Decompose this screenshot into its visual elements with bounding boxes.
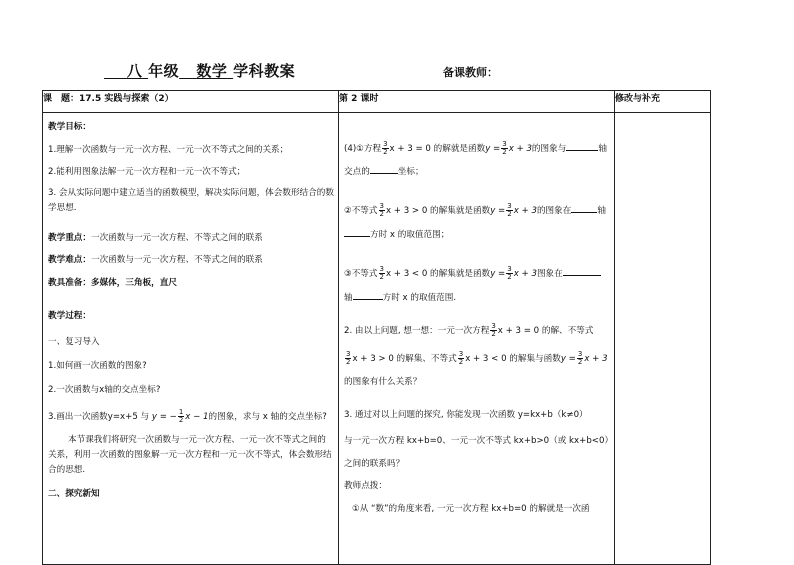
period-cell: 第 2 课时 (339, 91, 615, 113)
goal-3: 3. 会从实际问题中建立适当的函数模型，解决实际问题，体会数形结合的数学思想. (48, 188, 334, 213)
blank (353, 299, 383, 300)
line-3 (344, 203, 610, 219)
line-7 (344, 323, 610, 339)
topic-label: 课 题： (43, 94, 80, 104)
text: 图象在 (536, 269, 563, 279)
teaching-tools: 教具准备：多媒体，三角板，直尺 (48, 278, 177, 288)
text: x + 3 > 0 的解集就是函数 (385, 206, 491, 216)
key-label: 教学重点： (48, 233, 91, 243)
denominator: 2 (379, 210, 384, 218)
numerator: 3 (383, 140, 388, 148)
text: 轴 (597, 206, 606, 216)
table-body-row (43, 113, 711, 565)
difficult-text: 一次函数与一元一次方程、不等式之间的联系 (90, 255, 263, 265)
question-3 (48, 409, 334, 425)
fraction (458, 351, 464, 366)
text: ②不等式 (344, 206, 378, 216)
text: x + 3 (513, 269, 537, 279)
table-header-row (43, 91, 711, 113)
denominator: 2 (383, 148, 388, 156)
lesson-plan-table (42, 90, 711, 565)
subject: 数学 (196, 62, 228, 80)
fraction (501, 141, 507, 156)
text: 的图象与 (531, 144, 567, 154)
denominator: 2 (502, 148, 507, 156)
line-11: 与一元一次方程 kx+b=0、一元一次不等式 kx+b>0（或 kx+b<0） (344, 436, 614, 446)
goal-2: 2.能利用图象法解一元一次方程和一元一次不等式； (48, 167, 246, 177)
grade-suffix: 年级 (148, 62, 180, 80)
line-14: ①从 “数”的角度来看, 一元一次方程 kx+b=0 的解就是一次函 (352, 504, 590, 514)
topic-cell (43, 91, 339, 113)
fraction (178, 409, 184, 424)
difficult-label: 教学难点： (48, 255, 91, 265)
line-12: 之间的联系吗？ (344, 459, 405, 469)
topic: 17.5 实践与探索（2） (79, 94, 174, 104)
teacher-label: 备课教师： (443, 66, 498, 79)
line-9: 的图象有什么关系？ (344, 377, 422, 387)
intro-paragraph: 本节课我们将研究一次函数与一元一次方程、一元一次不等式之间的关系，利用一次函数的图象解一元一次方程和一元一次不等式，体会数形结合的思想. (48, 435, 332, 475)
goal-1: 1.理解一次函数与一元一次方程、一元一次不等式之间的关系； (48, 145, 289, 155)
blank (370, 173, 398, 174)
text: ③不等式 (344, 269, 378, 279)
revision-content-cell[interactable] (615, 113, 711, 565)
fraction (379, 203, 385, 218)
explore-heading: 二、探究新知 (48, 489, 100, 499)
text: 2. 由以上问题, 想一想：一元一次方程 (344, 326, 490, 336)
line-5 (344, 266, 610, 282)
text: x + 3 (513, 206, 537, 216)
text: y = (560, 354, 576, 364)
fraction (345, 351, 351, 366)
process-title: 教学过程： (48, 311, 91, 321)
denominator: 2 (491, 330, 496, 338)
q3-part-c: x − 1 (185, 412, 209, 422)
numerator: 3 (502, 140, 507, 148)
text: (4)①方程 (344, 144, 382, 154)
q3-part-b: y = − (151, 412, 177, 422)
line-2 (344, 165, 610, 180)
text: 交点的 (344, 167, 370, 177)
subject-suffix: 学科教案 (233, 62, 296, 80)
denominator: 2 (577, 358, 583, 366)
fraction (506, 266, 512, 281)
text: x + 3 (584, 354, 608, 364)
denominator: 2 (346, 358, 351, 366)
q3-part-d: 的图象，求与 x 轴的交点坐标? (208, 412, 327, 422)
numerator: 3 (458, 350, 464, 358)
numerator: 1 (178, 408, 184, 416)
q3-part-a: 3.画出一次函数y=x+5 与 (48, 412, 150, 422)
numerator: 3 (577, 350, 583, 358)
fraction (490, 323, 496, 338)
left-content-cell (43, 113, 339, 565)
fraction (577, 351, 583, 366)
text: x + 3 = 0 的解就是函数 (389, 144, 486, 154)
question-1: 1.如何画一次函数的图象? (48, 361, 147, 371)
line-13: 教师点拨： (344, 481, 387, 491)
text: 轴 (598, 144, 607, 154)
grade: 八 (126, 62, 143, 80)
text: 坐标； (397, 167, 424, 177)
numerator: 3 (346, 350, 351, 358)
text: 方时 x 的取值范围. (382, 293, 457, 303)
numerator: 3 (507, 202, 512, 210)
blank (566, 150, 598, 151)
line-4 (344, 228, 610, 243)
denominator: 2 (178, 416, 184, 424)
text: x + 3 < 0 的解集就是函数 (385, 269, 491, 279)
question-2: 2.一次函数与x轴的交点坐标? (48, 385, 161, 395)
fraction (382, 141, 388, 156)
text: y = (485, 144, 501, 154)
blank (571, 212, 597, 213)
blank (344, 236, 370, 237)
text: 方时 x 的取值范围； (370, 230, 450, 240)
revision-cell: 修改与补充 (615, 91, 711, 113)
denominator: 2 (458, 358, 464, 366)
text: y = (490, 206, 506, 216)
review-heading: 一、复习导入 (48, 337, 100, 347)
text: 的图象在 (536, 206, 572, 216)
denominator: 2 (379, 273, 384, 281)
numerator: 3 (379, 202, 384, 210)
denominator: 2 (507, 210, 512, 218)
line-6 (344, 291, 610, 306)
document-title (104, 60, 295, 81)
goals-title: 教学目标： (48, 122, 91, 132)
text: 轴 (344, 293, 353, 303)
numerator: 3 (507, 265, 512, 273)
numerator: 3 (379, 265, 384, 273)
blank (563, 275, 601, 276)
numerator: 3 (491, 322, 496, 330)
key-text: 一次函数与一元一次方程、不等式之间的联系 (90, 233, 263, 243)
line-10: 3. 通过对以上问题的探究, 你能发现一次函数 y=kx+b（k≠0） (344, 410, 588, 420)
fraction (379, 266, 385, 281)
line-8 (344, 351, 610, 367)
difficult-point (48, 253, 334, 268)
document-title-line (0, 60, 794, 82)
text: y = (490, 269, 506, 279)
text: x + 3 > 0 的解集、不等式 (352, 354, 457, 364)
text: x + 3 < 0 的解集与函数 (465, 354, 561, 364)
middle-content-cell (339, 113, 615, 565)
fraction (506, 203, 512, 218)
denominator: 2 (507, 273, 512, 281)
text: x + 3 (508, 144, 532, 154)
key-point (48, 231, 334, 246)
text: x + 3 = 0 的解、不等式 (497, 326, 594, 336)
line-1 (344, 141, 610, 157)
